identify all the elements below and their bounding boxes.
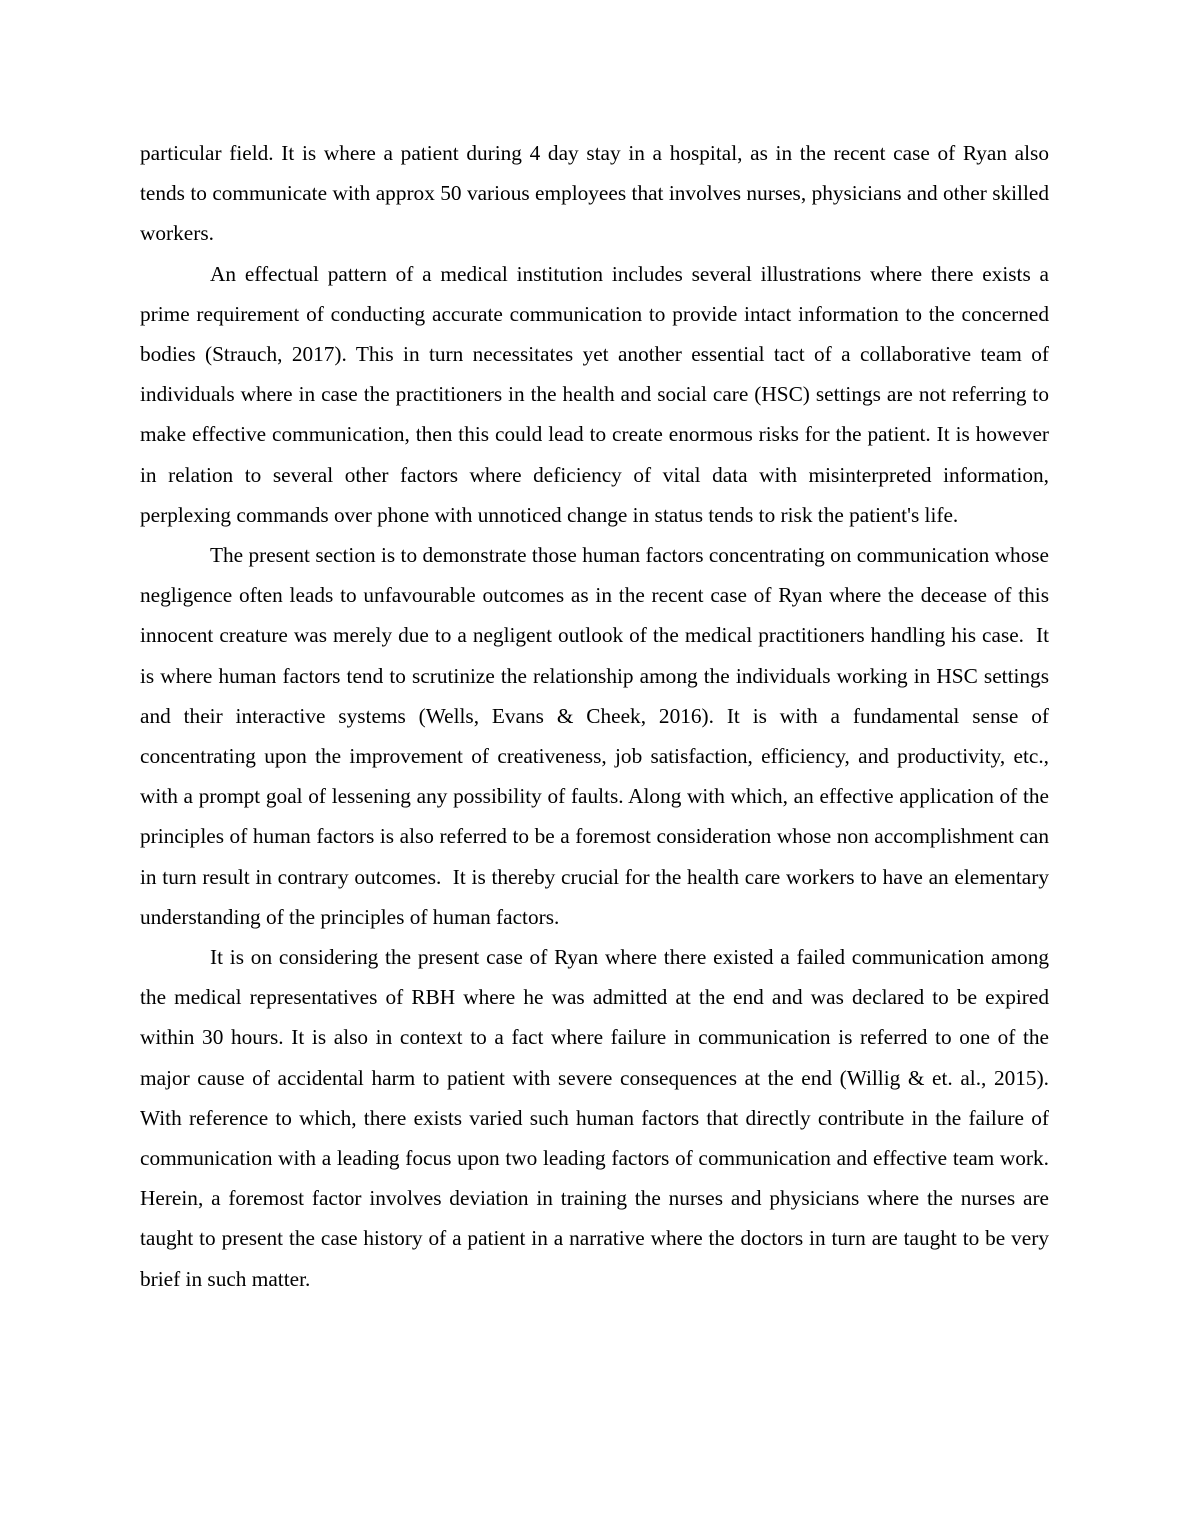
paragraph-1: particular field. It is where a patient during 4 day stay in a hospital, as in the recent case of Ryan also tends to communicate with approx 50 various employees that involves nurses, physicians and other skilled workers. [140, 141, 1055, 246]
paragraph-2: An effectual pattern of a medical institution includes several illustrations where there exists a prime requirement of conducting accurate communication to provide intact information to the concerned bodies (Strauch, 2017). This in turn necessitates yet another essential tact of a collaborative team of individuals where in case the practitioners in the health and social care (HSC) settings are not referring to make effective communication, then this could lead to create enormous risks for the patient. It is however in relation to several other factors where deficiency of vital data with misinterpreted information, perplexing commands over phone with unnoticed change in status tends to risk the patient's life. [140, 261, 1055, 527]
document-body [140, 133, 1055, 1299]
paragraph-3: The present section is to demonstrate those human factors concentrating on communication whose negligence often leads to unfavourable outcomes as in the recent case of Ryan where the decease of this innocent creature was merely due to a negligent outlook of the medical practitioners handling his case. It is where human factors tend to scrutinize the relationship among the individuals working in HSC settings and their interactive systems (Wells, Evans & Cheek, 2016). It is with a fundamental sense of concentrating upon the improvement of creativeness, job satisfaction, efficiency, and productivity, etc., with a prompt goal of lessening any possibility of faults. Along with which, an effective application of the principles of human factors is also referred to be a foremost consideration whose non accomplishment can in turn result in contrary outcomes. It is thereby crucial for the health care workers to have an elementary understanding of the principles of human factors. [140, 543, 1055, 929]
paragraph-4: It is on considering the present case of Ryan where there existed a failed communication among the medical representatives of RBH where he was admitted at the end and was declared to be expired within 30 hours. It is also in context to a fact where failure in communication is referred to one of the major cause of accidental harm to patient with severe consequences at the end (Willig & et. al., 2015). With reference to which, there exists varied such human factors that directly contribute in the failure of communication with a leading focus upon two leading factors of communication and effective team work. Herein, a foremost factor involves deviation in training the nurses and physicians where the nurses are taught to present the case history of a patient in a narrative where the doctors in turn are taught to be very brief in such matter. [140, 945, 1055, 1291]
